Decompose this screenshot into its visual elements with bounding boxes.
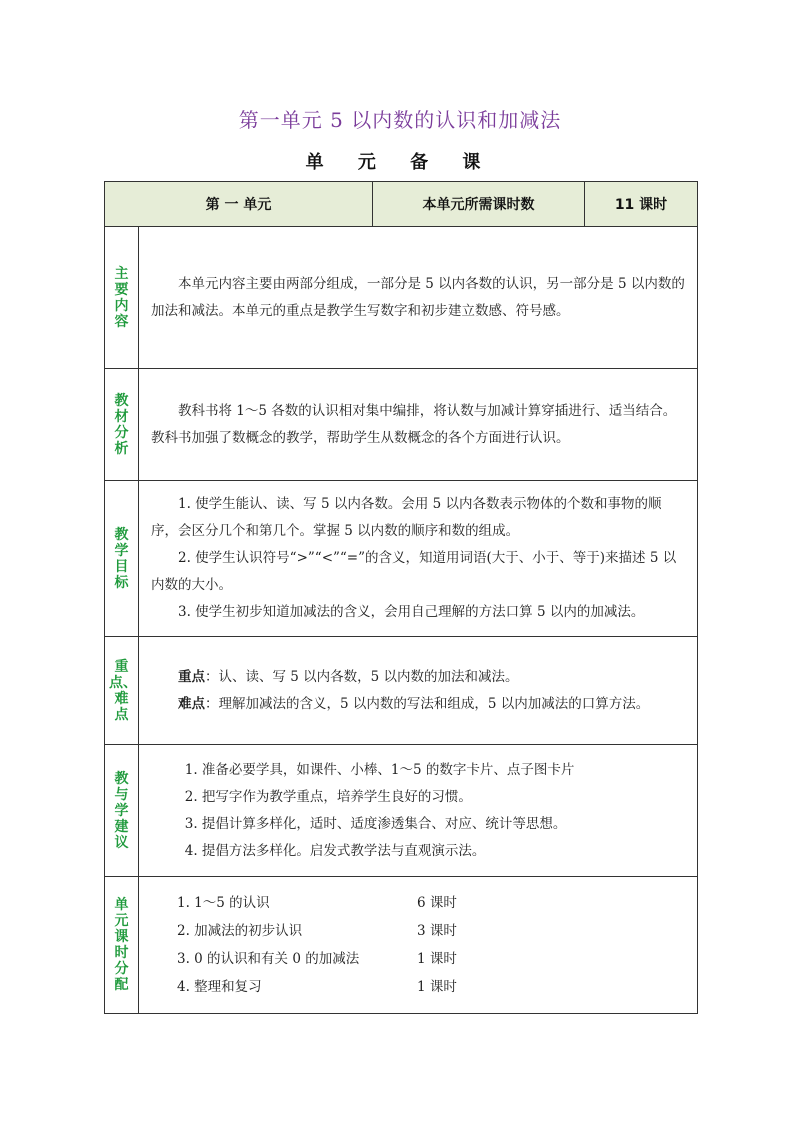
- lesson-row: [151, 889, 687, 917]
- suggestion-item: 4. 提倡方法多样化。启发式教学法与直观演示法。: [184, 842, 486, 859]
- goal-item: 3. 使学生初步知道加减法的含义，会用自己理解的方法口算 5 以内的加减法。: [178, 604, 645, 620]
- difficult-point-label: 难点: [178, 695, 205, 712]
- goal-item: 1. 使学生能认、读、写 5 以内各数。会用 5 以内各数表示物体的个数和事物的顺序，会区分几个和第几个。掌握 5 以内数的顺序和数的组成。: [151, 496, 662, 539]
- key-points-row: [105, 637, 698, 745]
- key-point-text: ：认、读、写 5 以内各数，5 以内数的加法和减法。: [205, 668, 519, 685]
- difficult-point: [151, 691, 687, 718]
- key-points-label: 重 点、 难 点: [105, 637, 139, 745]
- lesson-hours: 6 课时: [417, 895, 457, 911]
- unit-name-cell: 第 一 单元: [105, 182, 373, 227]
- document-title: 第一单元 5 以内数的认识和加减法: [238, 108, 562, 132]
- suggestion-item: 3. 提倡计算多样化，适时、适度渗透集合、对应、统计等思想。: [184, 815, 567, 832]
- lesson-hours: 3 课时: [417, 923, 457, 939]
- lessons-cell: [139, 877, 698, 1014]
- lesson-row: [151, 917, 687, 945]
- key-point: [151, 664, 687, 691]
- content-text-cell: [139, 227, 698, 369]
- suggestion-item: 1. 准备必要学具，如课件、小棒、1～5 的数字卡片、点子图卡片: [184, 761, 575, 778]
- key-point-label: 重点: [178, 668, 205, 685]
- goals-text-cell: [139, 481, 698, 637]
- key-points-text-cell: [139, 637, 698, 745]
- document-subtitle: 单 元 备 课: [305, 152, 495, 173]
- lesson-row: [151, 945, 687, 973]
- analysis-label: 教 材 分 析: [105, 369, 139, 481]
- hours-label-cell: 本单元所需课时数: [373, 182, 585, 227]
- content-row: [105, 227, 698, 369]
- suggestions-text-cell: [139, 745, 698, 877]
- analysis-row: [105, 369, 698, 481]
- lesson-name: 2. 加减法的初步认识: [177, 923, 303, 939]
- suggestion-item: 2. 把写字作为教学重点，培养学生良好的习惯。: [184, 788, 472, 805]
- goal-item: 2. 使学生认识符号“>”“<”“=”的含义，知道用词语(大于、小于、等于)来描述 5 以内数的大小。: [151, 550, 677, 593]
- lessons-row: [105, 877, 698, 1014]
- content-text: 本单元内容主要由两部分组成，一部分是 5 以内各数的认识，另一部分是 5 以内数的加法和减法。本单元的重点是教学生写数字和初步建立数感、符号感。: [151, 275, 685, 319]
- lesson-row: [151, 973, 687, 1001]
- analysis-text-cell: [139, 369, 698, 481]
- content-label: 主 要 内 容: [105, 227, 139, 369]
- hours-value-cell: 11 课时: [585, 182, 698, 227]
- lesson-name: 1. 1～5 的认识: [177, 895, 270, 911]
- goals-row: [105, 481, 698, 637]
- suggestions-label: 教 与 学 建 议: [105, 745, 139, 877]
- difficult-point-text: ：理解加减法的含义，5 以内数的写法和组成，5 以内加减法的口算方法。: [205, 695, 650, 712]
- unit-plan-table: [104, 181, 698, 1014]
- header-row: [105, 182, 698, 227]
- lesson-name: 3. 0 的认识和有关 0 的加减法: [177, 951, 360, 967]
- lesson-name: 4. 整理和复习: [177, 979, 262, 995]
- lessons-label: 单 元 课 时 分 配: [105, 877, 139, 1014]
- analysis-text: 教科书将 1～5 各数的认识相对集中编排，将认数与加减计算穿插进行、适当结合。教科书加强了数概念的教学，帮助学生从数概念的各个方面进行认识。: [151, 402, 677, 446]
- lesson-hours: 1 课时: [417, 951, 457, 967]
- goals-label: 教 学 目 标: [105, 481, 139, 637]
- lesson-hours: 1 课时: [417, 979, 457, 995]
- suggestions-row: [105, 745, 698, 877]
